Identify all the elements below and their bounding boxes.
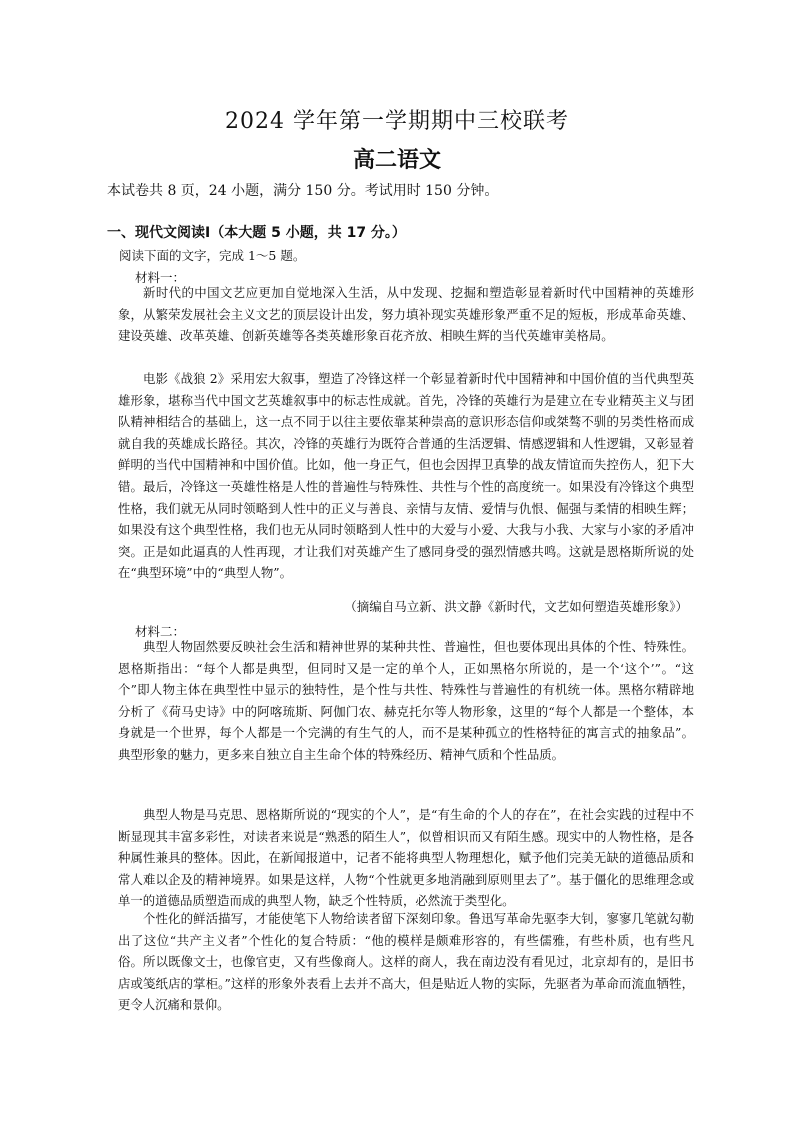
material-1-label: 材料一： xyxy=(135,270,186,285)
material-2-paragraph: 个性化的鲜活描写，才能使笔下人物给读者留下深刻印象。鲁迅写革命先驱李大钊，寥寥几笔就勾勒出了这位“共产主义者”个性化的复合特质：“他的模样是颇难形容的，有些儒雅，有些朴质，也有些凡俗。所以既像文士，也像官吏，又有些像商人。这样的商人，我在南边没有看见过，北京却有的，是旧书店或笺纸店的掌柜。”这样的形象外表看上去并不高大，但是贴近人物的实际，先驱者为革命而流血牺牲，更令人沉痛和景仰。 xyxy=(118,911,694,1013)
material-1-paragraph: 新时代的中国文艺应更加自觉地深入生活，从中发现、挖掘和塑造彰显着新时代中国精神的英雄形象，从繁荣发展社会主义文艺的顶层设计出发，努力填补现实英雄形象严重不足的短板，形成革命英雄、建设英雄、改革英雄、创新英雄等各类英雄形象百花齐放、相映生辉的当代英雄审美格局。 xyxy=(118,285,694,344)
material-1-citation: （摘编自马立新、洪文静《新时代，文艺如何塑造英雄形象》） xyxy=(344,599,688,614)
material-2-label: 材料二： xyxy=(135,624,186,639)
exam-info: 本试卷共 8 页，24 小题，满分 150 分。考试用时 150 分钟。 xyxy=(107,183,499,199)
exam-title: 2024 学年第一学期期中三校联考 xyxy=(225,109,569,134)
section-heading: 一、现代文阅读Ⅰ（本大题 5 小题，共 17 分。） xyxy=(107,225,406,241)
material-2-paragraph: 典型人物是马克思、恩格斯所说的“现实的个人”，是“有生命的个人的存在”，在社会实践的过程中不断显现其丰富多彩性，对读者来说是“熟悉的陌生人”，似曾相识而又有陌生感。现实中的人物性格，是各种属性兼具的整体。因此，在新闻报道中，记者不能将典型人物理想化，赋予他们完美无缺的道德品质和常人难以企及的精神境界。如果是这样，人物“个性就更多地消融到原则里去了”。基于僵化的思维理念或单一的道德品质塑造而成的典型人物，缺乏个性特质，必然流于类型化。 xyxy=(118,807,694,909)
material-2-paragraph: 典型人物固然要反映社会生活和精神世界的某种共性、普遍性，但也要体现出具体的个性、特殊性。恩格斯指出：“每个人都是典型，但同时又是一定的单个人，正如黑格尔所说的，是一个‘这个’”。“这个”即人物主体在典型性中显示的独特性，是个性与共性、特殊性与普遍性的有机统一体。黑格尔精辟地分析了《荷马史诗》中的阿喀琉斯、阿伽门农、赫克托尔等人物形象，这里的“每个人都是一个整体，本身就是一个世界，每个人都是一个完满的有生气的人，而不是某种孤立的性格特征的寓言式的抽象品”。典型形象的魅力，更多来自独立自主生命个体的特殊经历、精神气质和个性品质。 xyxy=(118,639,694,762)
reading-instruction: 阅读下面的文字，完成 1～5 题。 xyxy=(119,248,306,263)
subject-title: 高二语文 xyxy=(352,148,441,173)
material-1-paragraph: 电影《战狼 2》采用宏大叙事，塑造了冷锋这样一个彰显着新时代中国精神和中国价值的当代典型英雄形象，堪称当代中国文艺英雄叙事中的标志性成就。首先，冷锋的英雄行为是建立在专业精英主义与团队精神相结合的基础上，这一点不同于以往主要依靠某种崇高的意识形态信仰或桀骜不驯的另类性格而成就自我的英雄成长路径。其次，冷锋的英雄行为既符合普通的生活逻辑、情感逻辑和人性逻辑，又彰显着鲜明的当代中国精神和中国价值。比如，他一身正气，但也会因捍卫真挚的战友情谊而失控伤人，犯下大错。最后，冷锋这一英雄性格是人性的普遍性与特殊性、共性与个性的高度统一。如果没有冷锋这个典型性格，我们就无从同时领略到人性中的正义与善良、亲情与友情、爱情与仇恨、倔强与柔情的相映生辉；如果没有这个典型性格，我们也无从同时领略到人性中的大爱与小爱、大我与小我、大家与小家的矛盾冲突。正是如此逼真的人性再现，才让我们对英雄产生了感同身受的强烈情感共鸣。这就是恩格斯所说的处在“典型环境”中的“典型人物”。 xyxy=(118,371,694,581)
